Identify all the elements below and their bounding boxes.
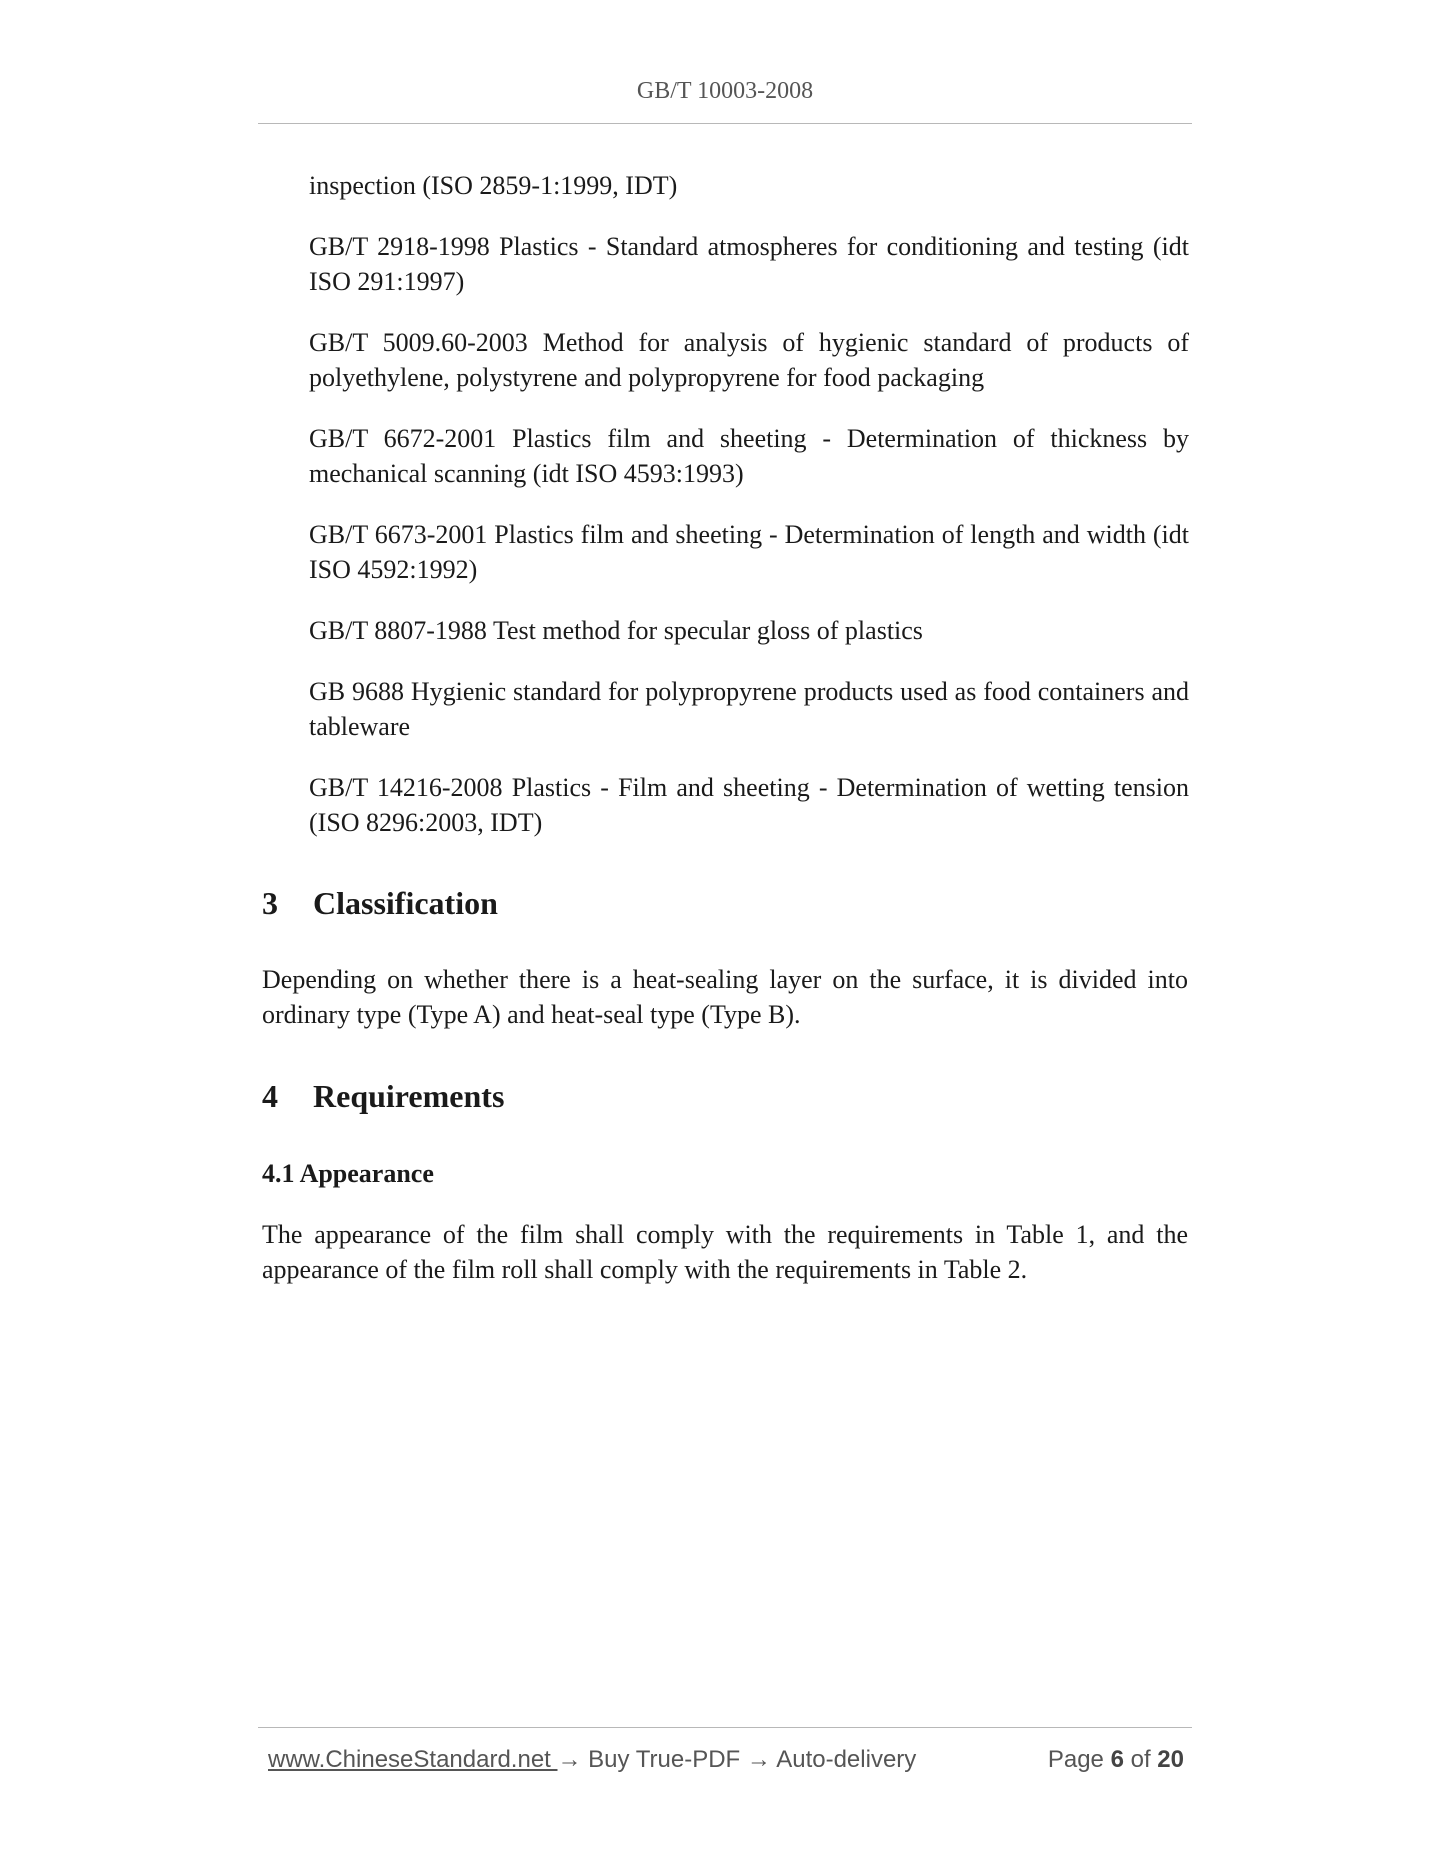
section-heading (262, 883, 1188, 923)
section-heading (262, 1076, 1188, 1116)
page-indicator: Page 6 of 20 (1047, 1746, 1184, 1773)
subsection-appearance (262, 1156, 1188, 1191)
footer-promo (268, 1746, 916, 1774)
footer-divider (258, 1727, 1192, 1728)
page-footer (268, 1746, 1184, 1774)
section-title: Classification (313, 885, 498, 921)
reference-item: GB/T 6673-2001 Plastics film and sheeting - Determination of length and width (idt ISO 4592:1992) (309, 520, 1189, 584)
reference-item: GB 9688 Hygienic standard for polypropyrene products used as food containers and tableware (309, 677, 1189, 741)
reference-item: GB/T 6672-2001 Plastics film and sheeting - Determination of thickness by mechanical scanning (idt ISO 4593:1993) (309, 424, 1189, 488)
reference-item: GB/T 14216-2008 Plastics - Film and sheeting - Determination of wetting tension (ISO 8296:2003, IDT) (309, 773, 1189, 837)
total-pages: 20 (1157, 1746, 1184, 1773)
subsection-heading: 4.1 Appearance (262, 1159, 434, 1188)
footer-promo-text: → Buy True-PDF → Auto-delivery (557, 1746, 917, 1773)
reference-item: GB/T 8807-1988 Test method for specular gloss of plastics (309, 616, 923, 645)
reference-item: GB/T 2918-1998 Plastics - Standard atmospheres for conditioning and testing (idt ISO 291:1997) (309, 232, 1189, 296)
reference-item: GB/T 5009.60-2003 Method for analysis of hygienic standard of products of polyethylene, polystyrene and polypropyrene for food packaging (309, 328, 1189, 392)
section-classification (262, 883, 1188, 923)
running-header: GB/T 10003-2008 (636, 78, 814, 104)
header-divider (258, 123, 1192, 124)
appearance-body (262, 1217, 1188, 1287)
reference-item: inspection (ISO 2859-1:1999, IDT) (309, 171, 678, 200)
section-requirements (262, 1076, 1188, 1116)
current-page: 6 (1110, 1746, 1124, 1773)
paragraph: Depending on whether there is a heat-sealing layer on the surface, it is divided into ordinary type (Type A) and heat-seal type (Type B). (262, 965, 1188, 1029)
normative-references-list (309, 168, 1189, 866)
website-link[interactable]: www.ChineseStandard.net (268, 1746, 558, 1773)
section-number: 4 (262, 1078, 278, 1114)
section-title: Requirements (313, 1078, 505, 1114)
classification-body (262, 962, 1188, 1032)
paragraph: The appearance of the film shall comply with the requirements in Table 1, and the appearance of the film roll shall comply with the requirements in Table 2. (262, 1220, 1188, 1284)
section-number: 3 (262, 885, 278, 921)
